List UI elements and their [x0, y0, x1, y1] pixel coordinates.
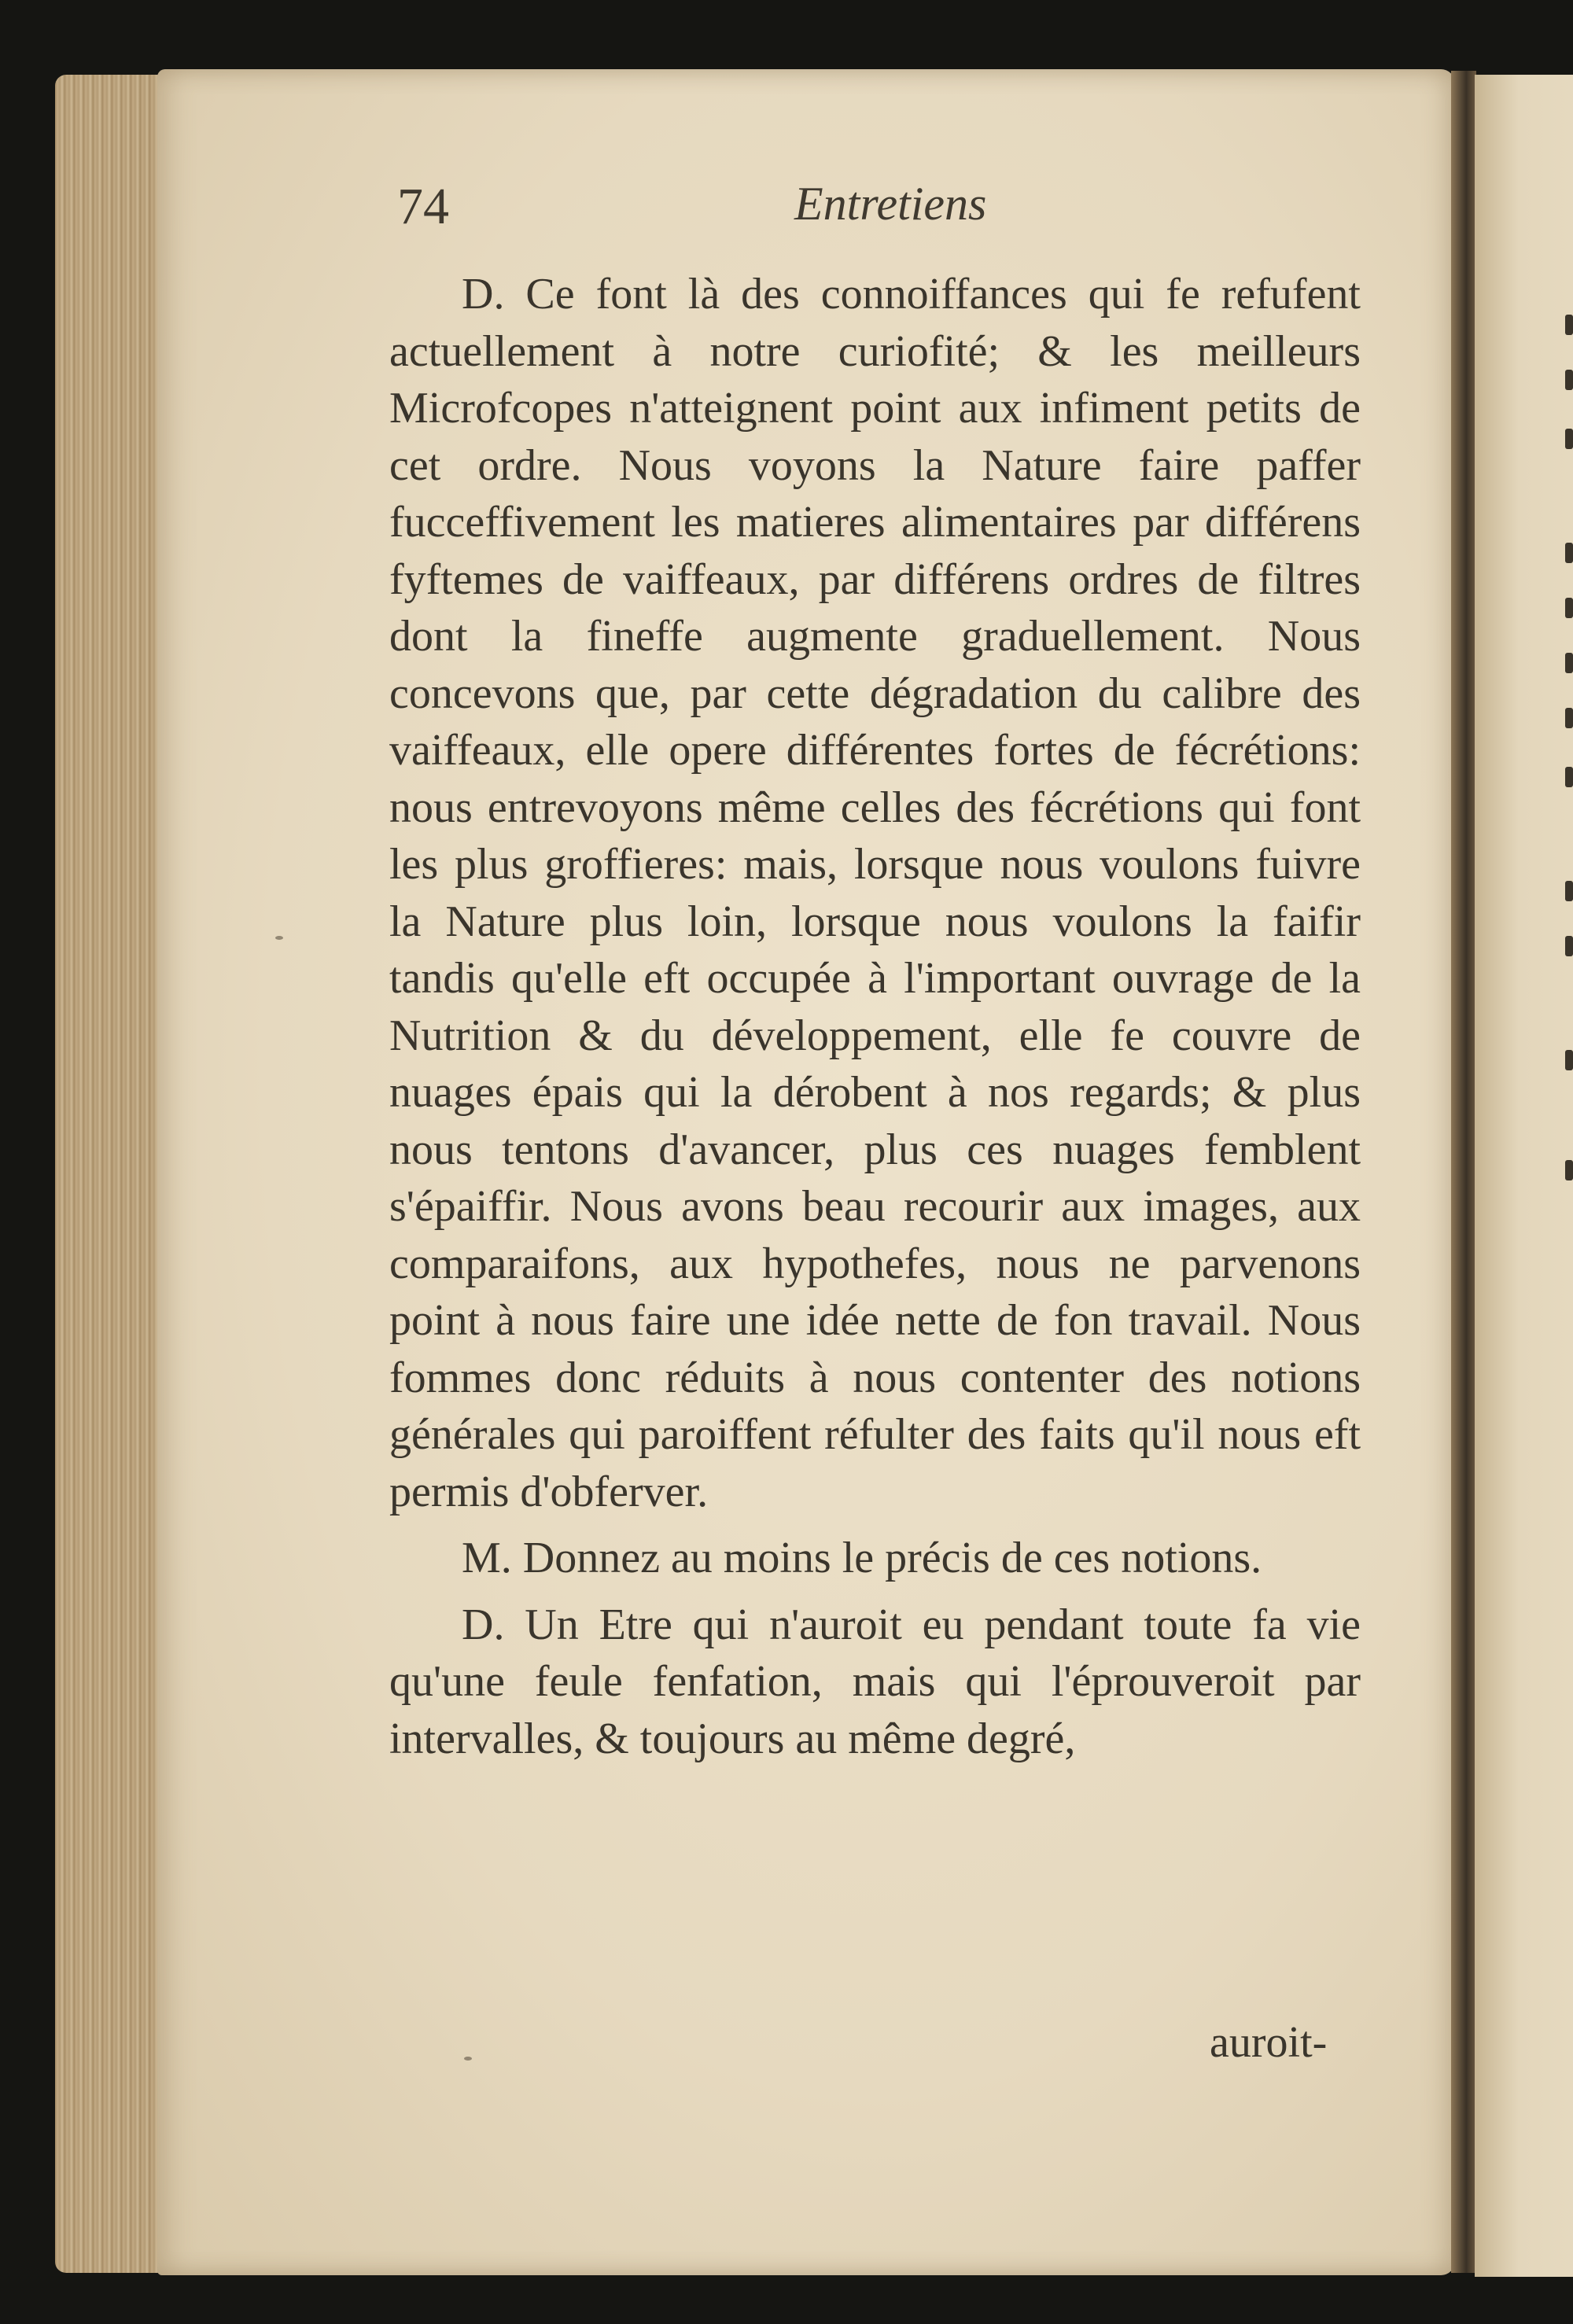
- facing-page-text-fragment: [1565, 653, 1573, 673]
- paper-speck: [275, 936, 283, 940]
- facing-page-edge: [1475, 75, 1573, 2277]
- page-number: 74: [397, 178, 449, 235]
- paragraph: D. Un Etre qui n'auroit eu pendant toute fa vie qu'une feule fenfation, mais qui l'éprouveroit par intervalles, & toujours au même degré,: [389, 1600, 1361, 1763]
- facing-page-text-fragment: [1565, 936, 1573, 956]
- facing-page-text-fragment: [1565, 429, 1573, 449]
- facing-page-text-fragment: [1565, 1160, 1573, 1180]
- facing-page-text-fragment: [1565, 598, 1573, 618]
- running-head: Entretiens: [794, 178, 987, 230]
- paragraph: M. Donnez au moins le précis de ces notions.: [462, 1534, 1262, 1582]
- paper-speck: [464, 2057, 472, 2061]
- facing-page-text-fragment: [1565, 1050, 1573, 1070]
- paragraph: D. Ce font là des connoiffances qui fe refufent actuellement à notre curiofité; & les meilleurs Microfcopes n'atteignent point aux infiment petits de cet ordre. Nous voyons la Nature faire paffer fucceffivement les matieres alimentaires par différens fyftemes de vaiffeaux, par différens ordres de filtres dont la fineffe augmente graduellement. Nous concevons que, par cette dégradation du calibre des vaiffeaux, elle opere différentes fortes de fécrétions: nous entrevoyons même celles des fécrétions qui font les plus groffieres: mais, lorsque nous voulons fuivre la Nature plus loin, lorsque nous voulons la faifir tandis qu'elle eft occupée à l'important ouvrage de la Nutrition & du développement, elle fe couvre de nuages épais qui la dérobent à nos regards; & plus nous tentons d'avancer, plus ces nuages femblent s'épaiffir. Nous avons beau recourir aux images, aux comparaifons, aux hypothefes, nous ne parvenons point à nous faire une idée nette de fon travail. Nous fommes donc réduits à nous contenter des notions générales qui paroiffent réfulter des faits qu'il nous eft permis d'obferver.: [389, 270, 1361, 1516]
- page-header: [397, 177, 1369, 248]
- book-gutter: [1451, 71, 1476, 2273]
- facing-page-text-fragment: [1565, 881, 1573, 901]
- facing-page-text-fragment: [1565, 708, 1573, 728]
- facing-page-text-fragment: [1565, 315, 1573, 335]
- facing-page-text-fragment: [1565, 370, 1573, 390]
- body-text: [389, 266, 1361, 1767]
- catchword: auroit-: [1210, 2018, 1328, 2067]
- facing-page-text-fragment: [1565, 767, 1573, 787]
- facing-page-text-fragment: [1565, 543, 1573, 563]
